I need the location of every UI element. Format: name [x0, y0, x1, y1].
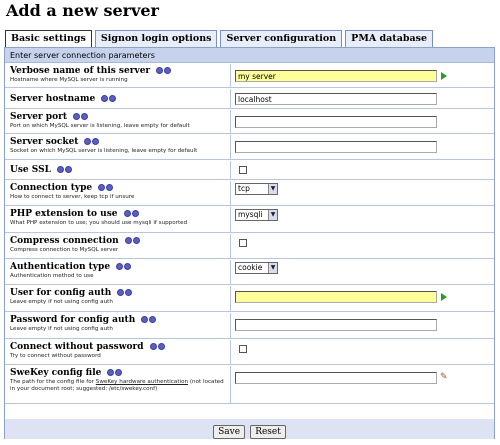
wiki-icon[interactable] — [106, 184, 113, 191]
documentation-icon[interactable] — [107, 369, 114, 376]
server-port-desc: Port on which MySQL server is listening, leave empty for default — [10, 123, 190, 129]
documentation-icon[interactable] — [84, 138, 91, 145]
tab-server-configuration[interactable]: Server configuration — [220, 30, 342, 47]
row-server-socket — [5, 135, 494, 160]
documentation-icon[interactable] — [98, 184, 105, 191]
wiki-icon[interactable] — [149, 316, 156, 323]
authentication-type-value: cookie — [238, 263, 263, 272]
tab-basic-settings[interactable]: Basic settings — [5, 30, 92, 48]
wiki-icon[interactable] — [125, 289, 132, 296]
wiki-icon[interactable] — [132, 210, 139, 217]
save-button[interactable]: Save — [213, 425, 245, 439]
server-socket-label: Server socket — [10, 137, 79, 147]
documentation-icon[interactable] — [156, 67, 163, 74]
server-hostname-label: Server hostname — [10, 94, 96, 104]
wiki-icon[interactable] — [133, 237, 140, 244]
panel-header: Enter server connection parameters — [5, 48, 494, 63]
server-socket-desc: Socket on which MySQL server is listening, leave empty for default — [10, 148, 198, 154]
wiki-icon[interactable] — [92, 138, 99, 145]
row-password-config-auth — [5, 313, 494, 339]
row-php-extension — [5, 207, 494, 233]
wiki-icon[interactable] — [164, 67, 171, 74]
row-swekey-config-file — [5, 366, 494, 404]
wiki-icon[interactable] — [124, 263, 131, 270]
row-verbose-name — [5, 64, 494, 88]
documentation-icon[interactable] — [57, 166, 64, 173]
php-extension-label: PHP extension to use — [10, 209, 118, 219]
row-use-ssl — [5, 161, 494, 180]
password-config-auth-desc: Leave empty if not using config auth — [10, 326, 113, 332]
authentication-type-select[interactable] — [235, 262, 278, 274]
wiki-icon[interactable] — [115, 369, 122, 376]
swekey-config-input[interactable] — [235, 372, 437, 384]
connect-without-password-label: Connect without password — [10, 342, 144, 352]
restore-default-icon[interactable] — [441, 72, 447, 80]
swekey-config-desc: The path for the config file for SweKey hardware authentication (not located in your document root; suggested: /etc/swekey.conf) — [10, 379, 224, 392]
documentation-icon[interactable] — [150, 343, 157, 350]
wiki-icon[interactable] — [158, 343, 165, 350]
user-config-auth-input[interactable] — [235, 291, 437, 303]
user-config-auth-desc: Leave empty if not using config auth — [10, 299, 113, 305]
pencil-icon[interactable]: ✎ — [440, 372, 448, 382]
row-server-port — [5, 110, 494, 134]
user-config-auth-label: User for config auth — [10, 288, 112, 298]
row-authentication-type — [5, 260, 494, 285]
php-extension-value: mysqli — [238, 210, 263, 219]
chevron-down-icon: ▼ — [268, 210, 277, 220]
compress-connection-label: Compress connection — [10, 236, 119, 246]
connection-type-desc: How to connect to server, keep tcp if unsure — [10, 194, 135, 200]
php-extension-select[interactable] — [235, 209, 278, 221]
password-config-auth-input[interactable] — [235, 319, 437, 331]
chevron-down-icon: ▼ — [268, 184, 277, 194]
verbose-name-input[interactable] — [235, 70, 437, 82]
connection-type-select[interactable] — [235, 183, 278, 195]
documentation-icon[interactable] — [125, 237, 132, 244]
password-config-auth-label: Password for config auth — [10, 315, 136, 325]
wiki-icon[interactable] — [65, 166, 72, 173]
row-compress-connection — [5, 234, 494, 259]
documentation-icon[interactable] — [116, 263, 123, 270]
documentation-icon[interactable] — [117, 289, 124, 296]
swekey-hardware-auth-link[interactable]: SweKey hardware authentication — [95, 379, 189, 385]
page-title: Add a new server — [6, 1, 159, 20]
tab-signon-login-options[interactable]: Signon login options — [95, 30, 218, 47]
reset-button[interactable]: Reset — [250, 425, 286, 439]
connection-type-label: Connection type — [10, 183, 93, 193]
row-server-hostname — [5, 89, 494, 109]
row-connection-type — [5, 181, 494, 206]
connect-without-password-desc: Try to connect without password — [10, 353, 101, 359]
documentation-icon[interactable] — [124, 210, 131, 217]
documentation-icon[interactable] — [141, 316, 148, 323]
server-hostname-input[interactable] — [235, 93, 437, 105]
chevron-down-icon: ▼ — [268, 263, 277, 273]
connect-without-password-checkbox[interactable] — [239, 345, 247, 353]
authentication-type-label: Authentication type — [10, 262, 111, 272]
row-connect-without-password — [5, 340, 494, 365]
verbose-name-desc: Hostname where MySQL server is running — [10, 77, 128, 83]
verbose-name-label: Verbose name of this server — [10, 66, 151, 76]
tab-bar — [5, 30, 433, 47]
php-extension-desc: What PHP extension to use; you should use mysqli if supported — [10, 220, 188, 226]
compress-connection-checkbox[interactable] — [239, 239, 247, 247]
authentication-type-desc: Authentication method to use — [10, 273, 94, 279]
compress-connection-desc: Compress connection to MySQL server — [10, 247, 119, 253]
connection-type-value: tcp — [238, 184, 250, 193]
server-port-label: Server port — [10, 112, 67, 122]
server-socket-input[interactable] — [235, 141, 437, 153]
documentation-icon[interactable] — [101, 95, 108, 102]
wiki-icon[interactable] — [109, 95, 116, 102]
swekey-config-label: SweKey config file — [10, 368, 102, 378]
server-port-input[interactable] — [235, 116, 437, 128]
restore-default-icon[interactable] — [441, 293, 447, 301]
wiki-icon[interactable] — [81, 113, 88, 120]
settings-panel — [4, 47, 495, 439]
tab-pma-database[interactable]: PMA database — [345, 30, 433, 47]
row-user-config-auth — [5, 286, 494, 312]
use-ssl-checkbox[interactable] — [239, 166, 247, 174]
form-buttons — [5, 419, 494, 439]
use-ssl-label: Use SSL — [10, 165, 51, 175]
documentation-icon[interactable] — [73, 113, 80, 120]
